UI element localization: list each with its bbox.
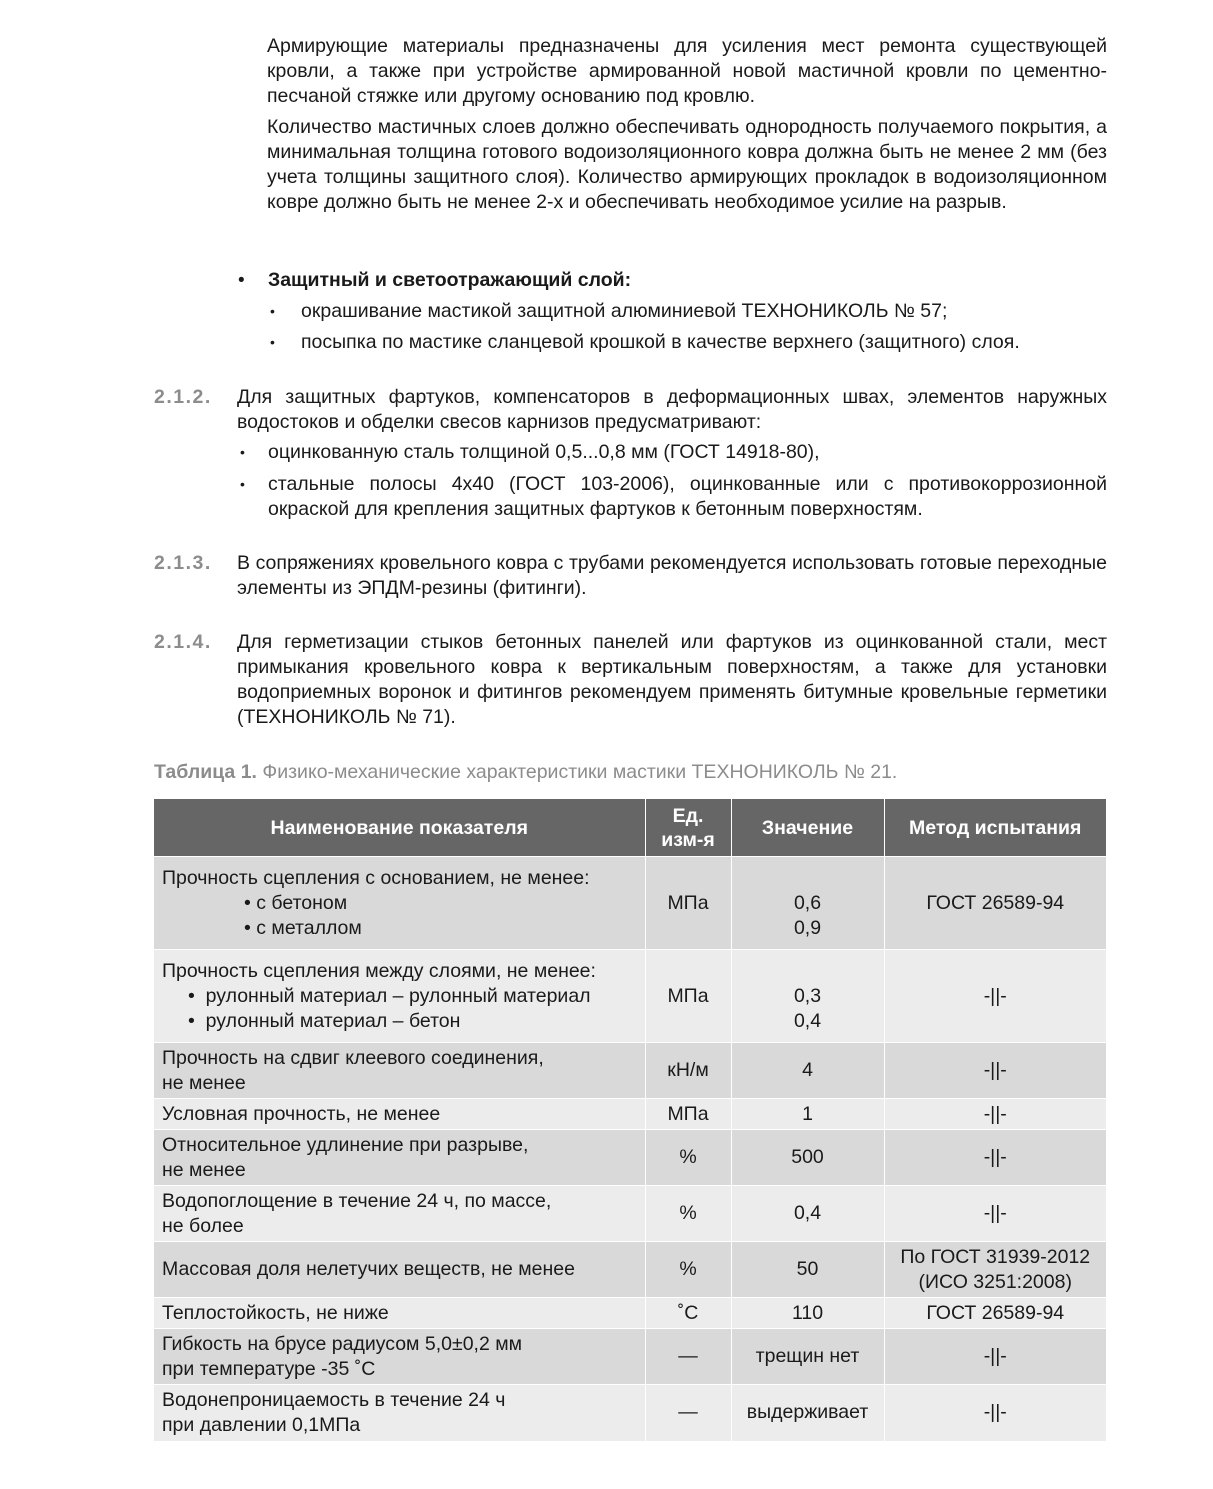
- table-row: [154, 1186, 1106, 1242]
- row-value: 110: [731, 1298, 884, 1329]
- row-value-line: 0,3: [793, 984, 822, 1007]
- bullet-icon: •: [238, 270, 245, 291]
- row-sub-item: • рулонный материал – рулонный материал: [188, 984, 591, 1007]
- row-method: -||-: [884, 1130, 1106, 1186]
- row-unit: ˚С: [645, 1298, 731, 1329]
- row-method: [884, 1242, 1106, 1298]
- table-row: [154, 1043, 1106, 1099]
- row-name-line: не более: [162, 1214, 244, 1237]
- table-caption: [154, 760, 897, 785]
- bullet-icon: •: [240, 476, 245, 492]
- row-unit: МПа: [645, 1099, 731, 1130]
- row-name: [154, 857, 645, 950]
- header-method: Метод испытания: [884, 799, 1106, 857]
- row-value: [731, 950, 884, 1043]
- section-text: Для защитных фартуков, компенсаторов в деформационных швах, элементов наружных водостоков и обделки свесов карнизов предусматривают:: [237, 386, 1107, 433]
- row-unit: %: [645, 1242, 731, 1298]
- table-row: [154, 1329, 1106, 1385]
- section-number: 2.1.4.: [154, 631, 212, 653]
- row-name-line: не менее: [162, 1158, 246, 1181]
- table-row: [154, 1385, 1106, 1441]
- row-method: -||-: [884, 1385, 1106, 1441]
- row-sub-item-text: рулонный материал – бетон: [205, 1009, 461, 1032]
- table-caption-text: Физико-механические характеристики мастики ТЕХНОНИКОЛЬ № 21.: [262, 761, 898, 783]
- table-row: [154, 1298, 1106, 1329]
- row-value-line: 0,6: [793, 891, 822, 914]
- row-name-text: Прочность сцепления между слоями, не менее:: [162, 959, 596, 982]
- table-header-row: [154, 799, 1106, 857]
- protective-item: посыпка по мастике сланцевой крошкой в качестве верхнего (защитного) слоя.: [301, 331, 1020, 353]
- bullet-icon: •: [270, 334, 275, 350]
- row-name-line: Относительное удлинение при разрыве,: [162, 1133, 529, 1156]
- section-text: В сопряжениях кровельного ковра с трубами рекомендуется использовать готовые переходные элементы из ЭПДМ-резины (фитинги).: [237, 552, 1107, 599]
- row-method: ГОСТ 26589-94: [884, 857, 1106, 950]
- row-name: Массовая доля нелетучих веществ, не менее: [154, 1242, 645, 1298]
- row-name: [154, 1186, 645, 1242]
- table-row: [154, 857, 1106, 950]
- header-name: Наименование показателя: [154, 799, 645, 857]
- row-name: Условная прочность, не менее: [154, 1099, 645, 1130]
- row-name: Теплостойкость, не ниже: [154, 1298, 645, 1329]
- row-sub-item: • с металлом: [244, 916, 362, 939]
- row-unit: кН/м: [645, 1043, 731, 1099]
- intro-paragraph-2: Количество мастичных слоев должно обеспечивать однородность получаемого покрытия, а минимальная толщина готового водоизоляционного ковра должна быть не менее 2 мм (без учета толщины защитного слоя). Количество армирующих прокладок в водоизоляционном ковре должно быть не менее 2-х и обеспечивать необходимое усилие на разрыв.: [267, 116, 1107, 213]
- row-value: 1: [731, 1099, 884, 1130]
- row-name: [154, 950, 645, 1043]
- row-method: -||-: [884, 1099, 1106, 1130]
- row-name-text: Прочность сцепления с основанием, не менее:: [162, 866, 590, 889]
- section-number: 2.1.3.: [154, 552, 212, 574]
- section-item: стальные полосы 4х40 (ГОСТ 103-2006), оцинкованные или с противокоррозионной окраской для крепления защитных фартуков к бетонным поверхностям.: [268, 473, 1107, 520]
- row-method: -||-: [884, 1186, 1106, 1242]
- bullet-icon: •: [270, 303, 275, 319]
- row-name: [154, 1130, 645, 1186]
- row-value: выдерживает: [731, 1385, 884, 1441]
- section-item: оцинкованную сталь толщиной 0,5...0,8 мм (ГОСТ 14918-80),: [268, 441, 820, 463]
- row-value-line: 0,9: [793, 916, 822, 939]
- row-unit: МПа: [645, 950, 731, 1043]
- section-number: 2.1.2.: [154, 386, 212, 408]
- row-method-line: (ИСО 3251:2008): [918, 1270, 1072, 1293]
- row-name: [154, 1043, 645, 1099]
- row-value: 4: [731, 1043, 884, 1099]
- row-value: трещин нет: [731, 1329, 884, 1385]
- row-method: -||-: [884, 950, 1106, 1043]
- row-name-line: Гибкость на брусе радиусом 5,0±0,2 мм: [162, 1332, 523, 1355]
- row-name-line: не менее: [162, 1071, 246, 1094]
- table-row: [154, 950, 1106, 1043]
- row-sub-item: • рулонный материал – бетон: [188, 1009, 461, 1032]
- protective-item: окрашивание мастикой защитной алюминиевой ТЕХНОНИКОЛЬ № 57;: [301, 300, 948, 322]
- bullet-icon: •: [240, 444, 245, 460]
- row-name-line: Прочность на сдвиг клеевого соединения,: [162, 1046, 544, 1069]
- table-caption-label: Таблица 1.: [154, 761, 257, 783]
- row-sub-item-text: с металлом: [256, 916, 362, 939]
- row-sub-item-text: рулонный материал – рулонный материал: [205, 984, 591, 1007]
- intro-paragraph-1: Армирующие материалы предназначены для усиления мест ремонта существующей кровли, а также при устройстве армированной новой мастичной кровли по цементно-песчаной стяжке или другому основанию под кровлю.: [267, 35, 1107, 107]
- properties-table: [154, 799, 1106, 1441]
- row-method: ГОСТ 26589-94: [884, 1298, 1106, 1329]
- table-row: [154, 1242, 1106, 1298]
- row-method-line: По ГОСТ 31939-2012: [900, 1245, 1091, 1268]
- row-name-line: при давлении 0,1МПа: [162, 1413, 361, 1436]
- row-value-line: 0,4: [793, 1009, 822, 1032]
- row-sub-item: • с бетоном: [244, 891, 348, 914]
- header-value: Значение: [731, 799, 884, 857]
- row-name-line: Водопоглощение в течение 24 ч, по массе,: [162, 1189, 552, 1212]
- row-value: 500: [731, 1130, 884, 1186]
- row-unit: —: [645, 1329, 731, 1385]
- protective-layer-title: Защитный и светоотражающий слой:: [268, 269, 632, 291]
- row-name-line: при температуре -35 ˚С: [162, 1357, 376, 1380]
- row-unit: %: [645, 1130, 731, 1186]
- row-sub-item-text: с бетоном: [256, 891, 348, 914]
- row-method: -||-: [884, 1043, 1106, 1099]
- row-unit: —: [645, 1385, 731, 1441]
- section-text: Для герметизации стыков бетонных панелей или фартуков из оцинкованной стали, мест примыкания кровельного ковра к вертикальным поверхностям, а также для установки водоприемных воронок и фитингов рекомендуем применять битумные кровельные герметики (ТЕХНОНИКОЛЬ № 71).: [237, 631, 1107, 728]
- row-name: [154, 1385, 645, 1441]
- row-value: 0,4: [731, 1186, 884, 1242]
- header-unit: Ед. изм-я: [645, 799, 731, 857]
- row-unit: МПа: [645, 857, 731, 950]
- row-name-line: Водонепроницаемость в течение 24 ч: [162, 1388, 506, 1411]
- row-method: -||-: [884, 1329, 1106, 1385]
- row-name: [154, 1329, 645, 1385]
- table-row: [154, 1130, 1106, 1186]
- row-value: 50: [731, 1242, 884, 1298]
- row-unit: %: [645, 1186, 731, 1242]
- table-row: [154, 1099, 1106, 1130]
- row-value: [731, 857, 884, 950]
